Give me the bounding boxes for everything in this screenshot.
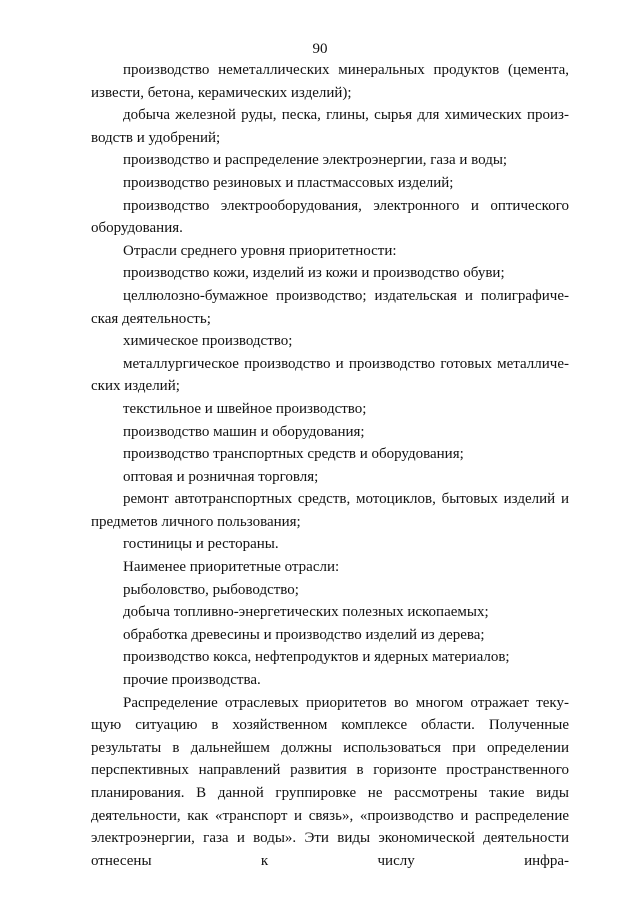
- paragraph-trade: оптовая и розничная торговля;: [123, 468, 319, 485]
- page-number: 90: [312, 41, 328, 57]
- paragraph-fishing: рыболовство, рыбоводство;: [123, 581, 299, 598]
- heading-medium-priority: Отрасли среднего уровня приоритетности:: [123, 242, 397, 259]
- paragraph-other-production: прочие производства.: [123, 672, 261, 689]
- heading-least-priority: Наименее приоритетные отрасли:: [123, 559, 340, 576]
- paragraph-textile: текстильное и швейное производство;: [123, 400, 367, 417]
- paragraph-pulp-paper-publishing: целлюлозно-бумажное производство; издательская и полиграфическая деятельность;: [91, 287, 569, 327]
- paragraph-coke-petroleum-nuclear: производство кокса, нефтепродуктов и ядерных материалов;: [123, 649, 510, 666]
- paragraph-leather-footwear: производство кожи, изделий из кожи и производство обуви;: [123, 265, 505, 282]
- paragraph-rubber-plastic: производство резиновых и пластмассовых изделий;: [123, 174, 454, 191]
- document-body: [91, 59, 569, 872]
- paragraph-nonmetal-products: производство неметаллических минеральных продуктов (цемента, извести, бетона, керамических изделий);: [91, 62, 569, 101]
- paragraph-chemical: химическое производство;: [123, 333, 293, 350]
- paragraph-hotels-restaurants: гостиницы и рестораны.: [123, 536, 279, 553]
- paragraph-fuel-mining: добыча топливно-энергетических полезных ископаемых;: [123, 604, 489, 621]
- paragraph-iron-ore-mining: добыча железной руды, песка, глины, сырья для химических производств и удобрений;: [91, 107, 569, 146]
- paragraph-machinery: производство машин и оборудования;: [123, 423, 365, 440]
- paragraph-priority-distribution: Распределение отраслевых приоритетов во многом отражает текущую ситуацию в хозяйственном комплексе области. Полученные результаты в дальнейшем должны использоваться при определении перспективных направлений развития в горизонте пространственного планирования. В данной группировке не рассмотрены такие виды деятельности, как «транспорт и связь», «производство и распределение электроэнергии, газа и воды». Эти виды экономической деятельности отнесены к числу инфра-: [91, 694, 569, 869]
- paragraph-wood-processing: обработка древесины и производство изделий из дерева;: [123, 626, 485, 643]
- paragraph-transport-equipment: производство транспортных средств и оборудования;: [123, 446, 464, 463]
- paragraph-electricity-gas-water: производство и распределение электроэнергии, газа и воды;: [123, 152, 508, 169]
- paragraph-metallurgy: металлургическое производство и производство готовых металлических изделий;: [91, 355, 569, 395]
- paragraph-electrical-equipment: производство электрооборудования, электронного и оптического оборудования.: [91, 197, 569, 237]
- paragraph-vehicle-repair: ремонт автотранспортных средств, мотоциклов, бытовых изделий и предметов личного пользования;: [91, 491, 569, 530]
